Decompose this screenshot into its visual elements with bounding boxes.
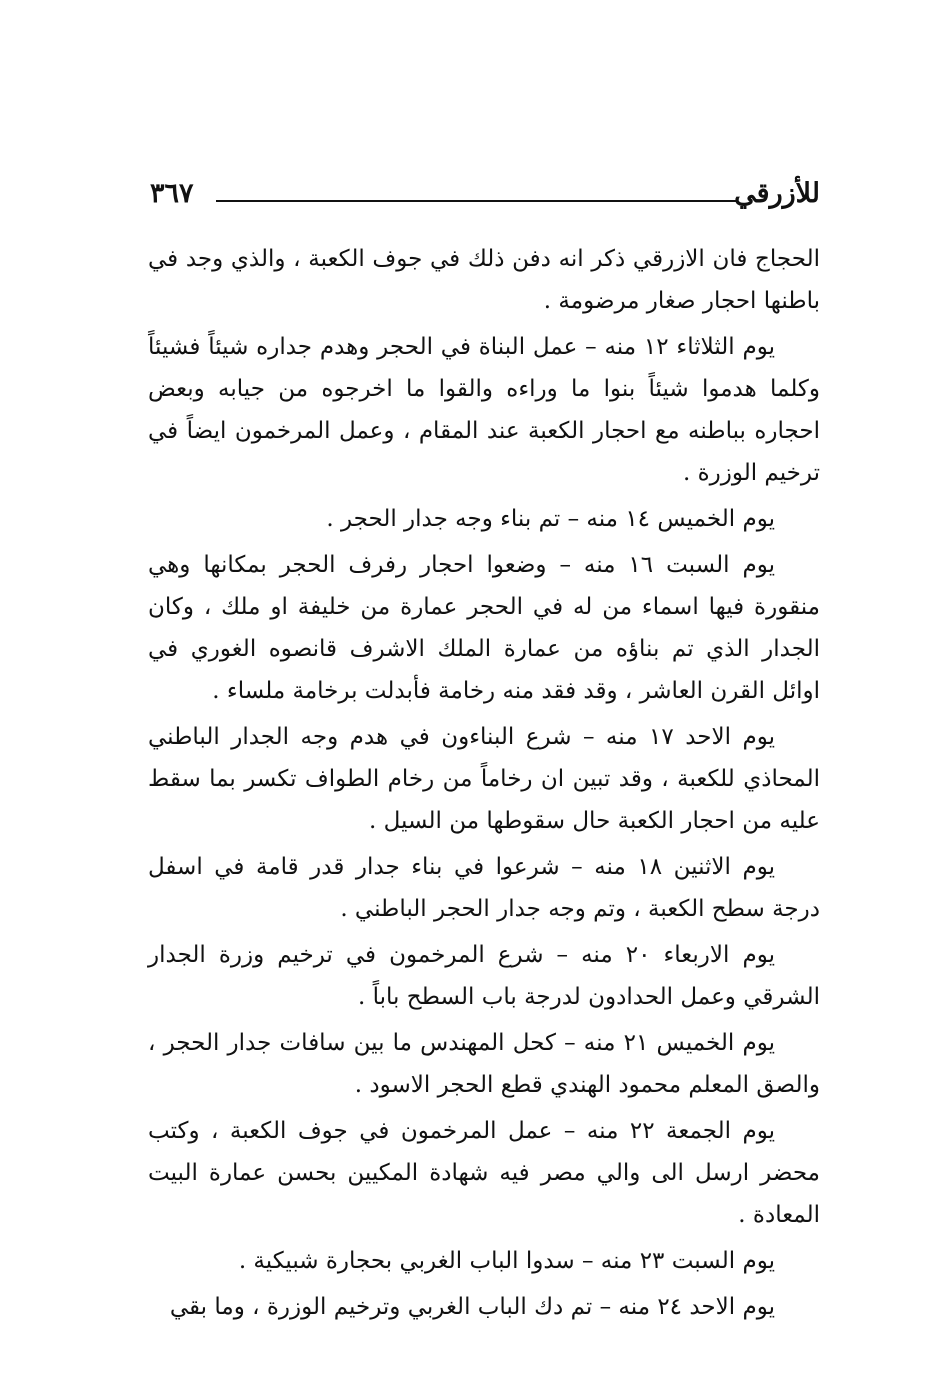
paragraph: يوم الثلاثاء ١٢ منه – عمل البناة في الحجر وهدم جداره شيئاً فشيئاً وكلما هدموا شيئاً بنوا ما وراءه والقوا ما اخرجوه من جيابه وبعض احجاره بباطنه مع احجار الكعبة عند المقام ، وعمل المرخمون ايضاً في ترخيم الوزرة .: [148, 334, 820, 486]
paragraph: يوم السبت ٢٣ منه – سدوا الباب الغربي بحجارة شبيكية .: [238, 1248, 775, 1274]
paragraph: الحجاج فان الازرقي ذكر انه دفن ذلك في جوف الكعبة ، والذي وجد في باطنها احجار صغار مرضومة .: [148, 246, 820, 314]
paragraph: يوم الاحد ٢٤ منه – تم دك الباب الغربي وترخيم الوزرة ، وما بقي: [169, 1294, 775, 1320]
running-header: [150, 178, 820, 224]
paragraph: يوم الاحد ١٧ منه – شرع البناءون في هدم وجه الجدار الباطني المحاذي للكعبة ، وقد تبين ان رخاماً من رخام الطواف تكسر بما سقط عليه من احجار الكعبة حال سقوطها من السيل .: [148, 724, 820, 834]
paragraph: يوم الخميس ١٤ منه – تم بناء وجه جدار الحجر .: [326, 506, 775, 532]
paragraph: يوم الجمعة ٢٢ منه – عمل المرخمون في جوف الكعبة ، وكتب محضر ارسل الى والي مصر فيه شهادة المكيين بحسن عمارة البيت المعادة .: [148, 1118, 820, 1228]
paragraph: يوم الخميس ٢١ منه – كحل المهندس ما بين سافات جدار الحجر ، والصق المعلم محمود الهندي قطع الحجر الاسود .: [148, 1030, 820, 1098]
page-number: ٣٦٧: [150, 178, 194, 209]
paragraph: يوم السبت ١٦ منه – وضعوا احجار رفرف الحجر بمكانها وهي منقورة فيها اسماء من له في الحجر عمارة من خليفة او ملك ، وكان الجدار الذي تم بناؤه من عمارة الملك الاشرف قانصوه الغوري في اوائل القرن العاشر ، وقد فقد منه رخامة فأبدلت برخامة ملساء .: [148, 552, 820, 704]
header-rule: [216, 200, 736, 202]
paragraph: يوم الاربعاء ٢٠ منه – شرع المرخمون في ترخيم وزرة الجدار الشرقي وعمل الحدادون لدرجة باب السطح باباً .: [148, 942, 820, 1010]
running-title: للأزرقي: [734, 178, 820, 209]
paragraph: يوم الاثنين ١٨ منه – شرعوا في بناء جدار قدر قامة في اسفل درجة سطح الكعبة ، وتم وجه جدار الحجر الباطني .: [148, 854, 820, 922]
body-text: [148, 238, 820, 1332]
